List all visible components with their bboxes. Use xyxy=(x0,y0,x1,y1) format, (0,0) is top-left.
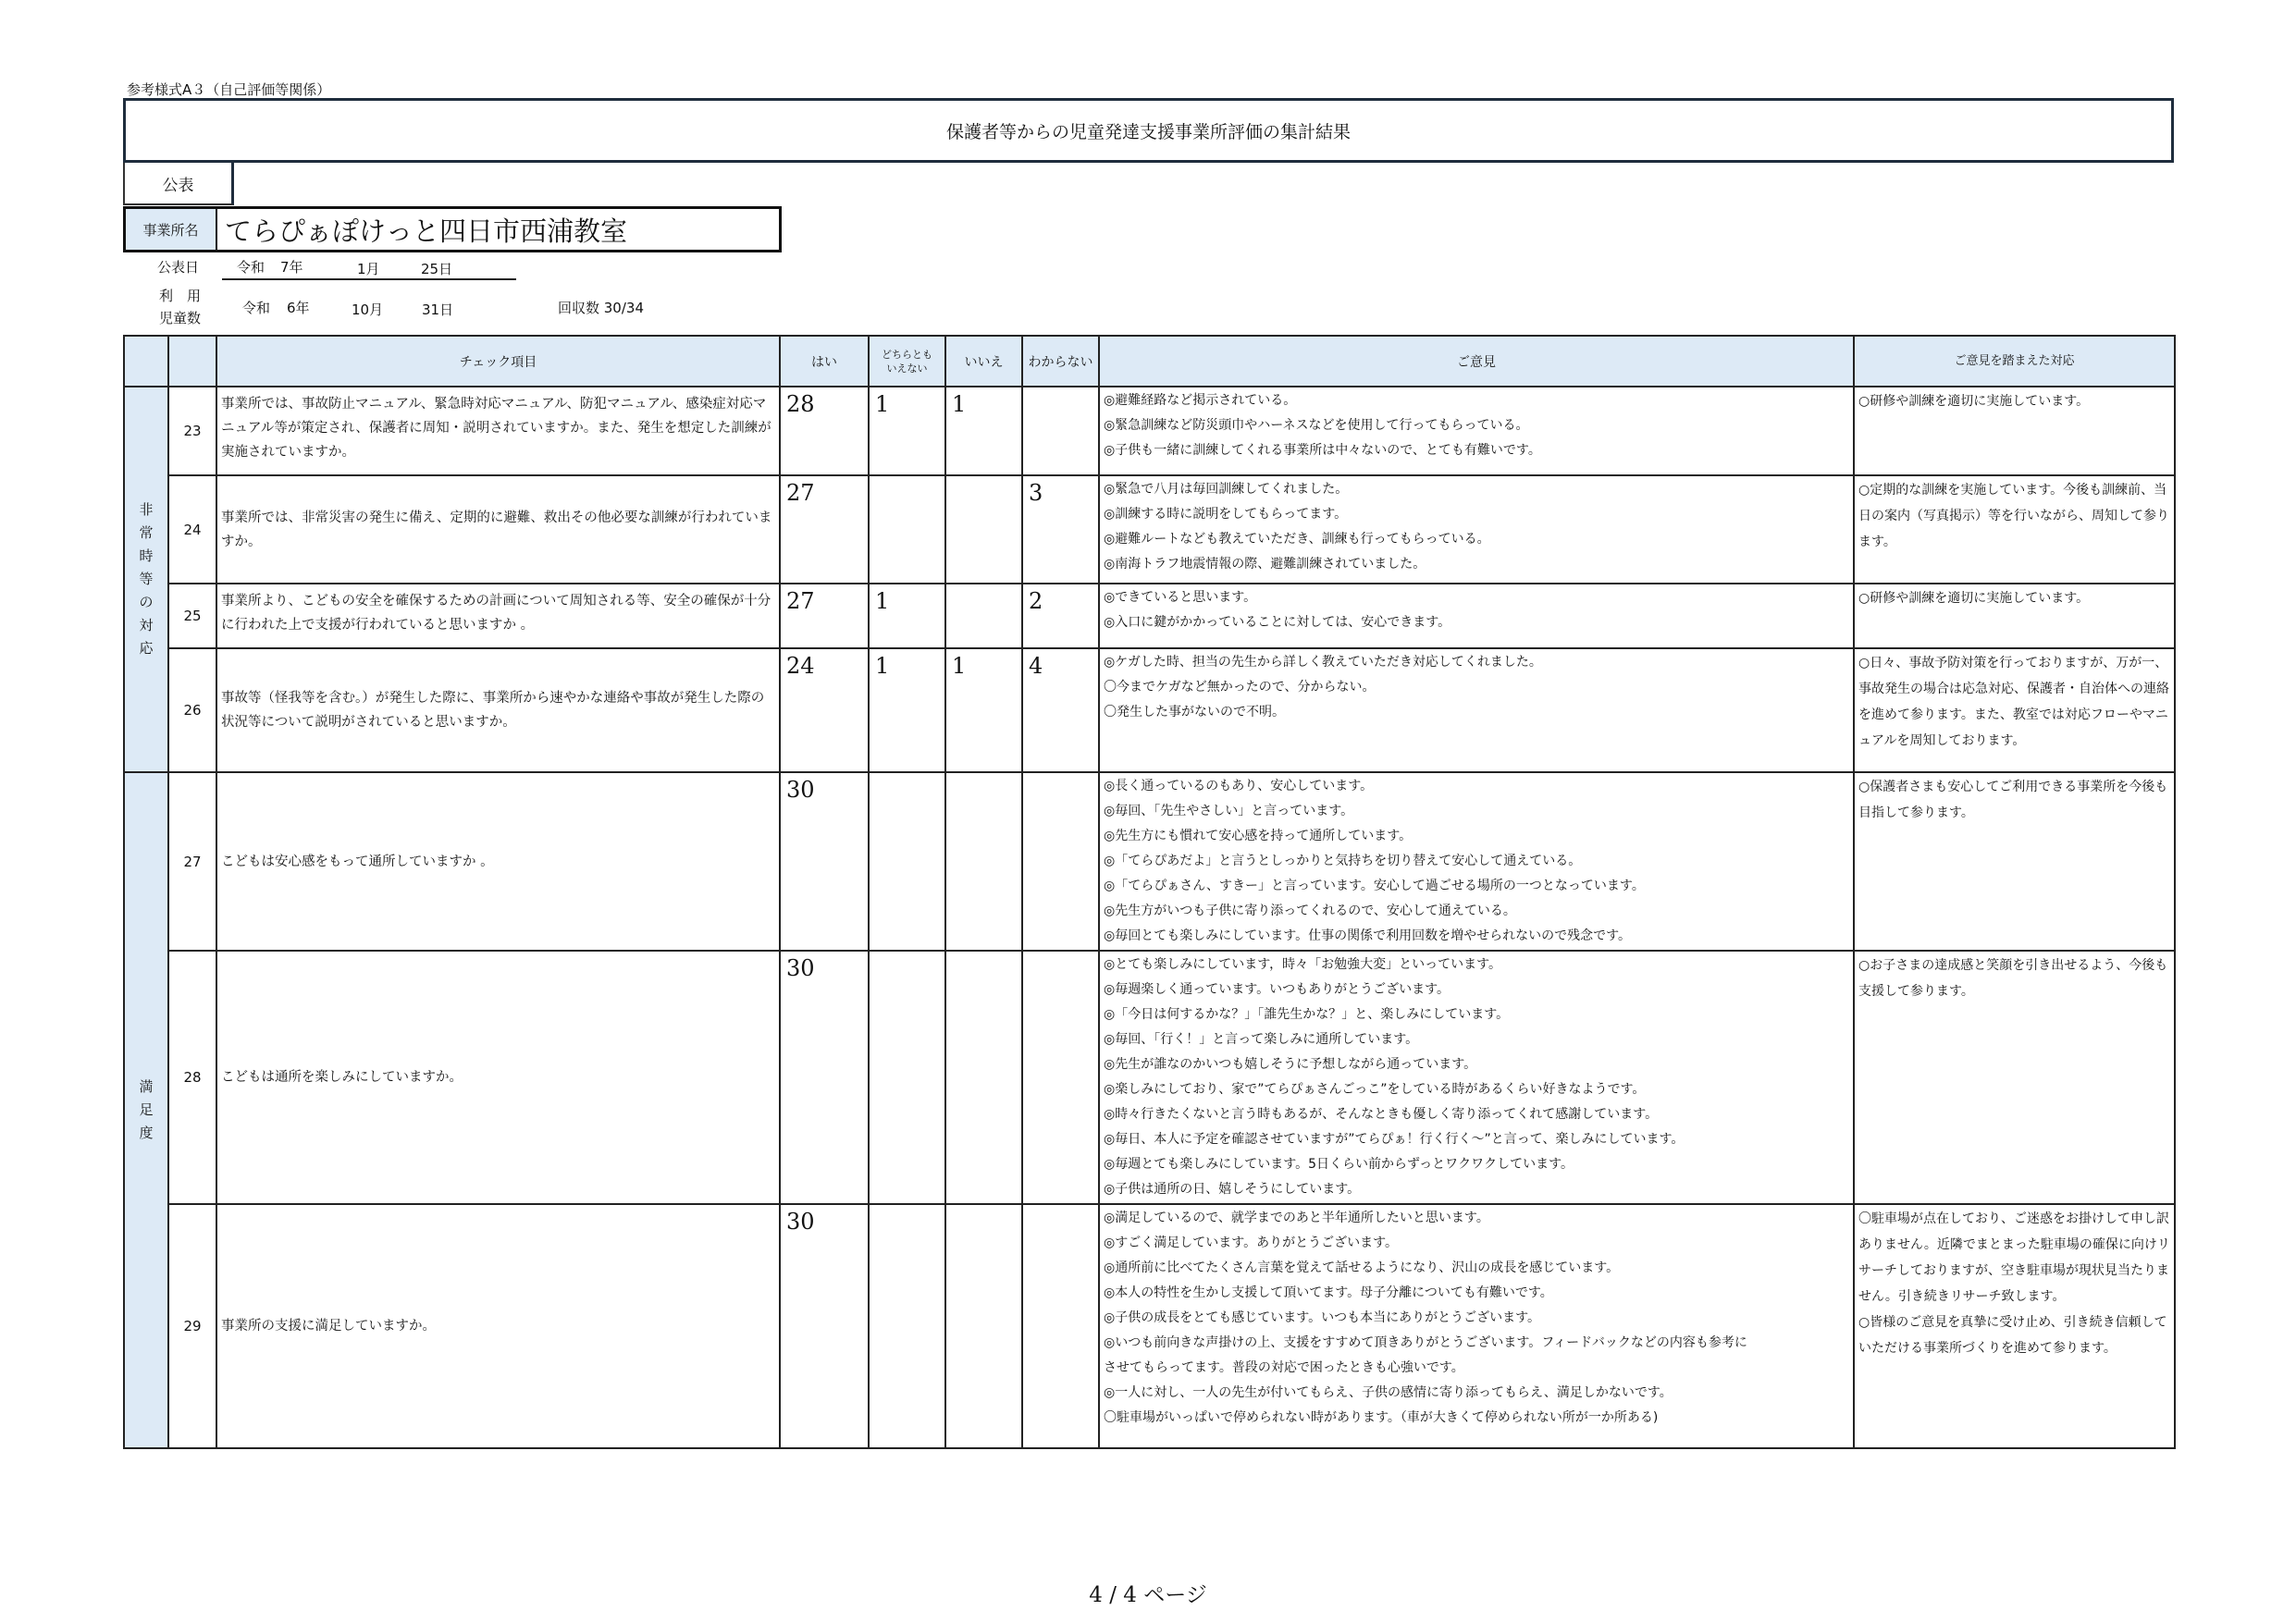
use-year: 6年 xyxy=(287,300,310,316)
category-char: 満 xyxy=(139,1078,154,1095)
opinion-line: ◎先生方がいつも子供に寄り添ってくれるので、安心して通えている。 xyxy=(1104,904,1516,918)
neither-count xyxy=(869,475,945,584)
page-number: 4 / 4 ページ xyxy=(1089,1583,1207,1607)
neither-count: 1 xyxy=(869,387,945,475)
opinion-line: ◎本人の特性を生かし支援して頂いてます。母子分離についても有難いです。 xyxy=(1104,1285,1553,1300)
public-label: 公表 xyxy=(123,163,234,205)
header-opinions: ご意見 xyxy=(1099,336,1854,387)
response: ○研修や訓練を適切に実施しています。 xyxy=(1854,584,2175,648)
opinion-line: ◎訓練する時に説明をしてもらってます。 xyxy=(1104,507,1348,522)
response: ○日々、事故予防対策を行っておりますが、万が一、事故発生の場合は応急対応、保護者・自治体への連絡を進めて参ります。また、教室では対応フローやマニュアルを周知しております。 xyxy=(1854,648,2175,772)
table-row xyxy=(124,1204,2175,1448)
yes-count: 24 xyxy=(780,648,869,772)
row-number: 26 xyxy=(168,648,216,772)
table-row xyxy=(124,584,2175,648)
check-item: こどもは通所を楽しみにしていますか。 xyxy=(216,951,780,1204)
neither-count xyxy=(869,951,945,1204)
neither-count xyxy=(869,772,945,951)
neither-count xyxy=(869,1204,945,1448)
opinions xyxy=(1099,584,1854,648)
opinion-line: ◎毎回、「行く！」と言って楽しみに通所しています。 xyxy=(1104,1032,1419,1047)
opinion-line: ◎子供の成長をとても感じています。いつも本当にありがとうございます。 xyxy=(1104,1310,1540,1325)
yes-count: 27 xyxy=(780,475,869,584)
pub-era: 令和 xyxy=(237,259,265,276)
no-count xyxy=(945,951,1022,1204)
category-emergency xyxy=(124,387,168,772)
opinion-line: ◎避難経路など掲示されている。 xyxy=(1104,393,1297,408)
unknown-count xyxy=(1022,1204,1099,1448)
opinion-line: 〇駐車場がいっぱいで停められない時があります。（車が大きくて停められない所が一か所ある) xyxy=(1104,1410,1659,1425)
office-name: てらぴぁぽけっと四日市西浦教室 xyxy=(225,215,628,247)
opinion-line: ◎「今日は何するかな？」「誰先生かな？」と、楽しみにしています。 xyxy=(1104,1007,1510,1022)
check-item: こどもは安心感をもって通所していますか 。 xyxy=(216,772,780,951)
opinion-line: 〇今までケガなど無かったので、分からない。 xyxy=(1104,680,1376,695)
users-label-line1: 利 用 xyxy=(159,288,202,304)
opinion-line: ◎緊急訓練など防災頭巾やハーネスなどを使用して行ってもらっている。 xyxy=(1104,418,1529,433)
opinion-line: ◎南海トラフ地震情報の際、避難訓練されていました。 xyxy=(1104,557,1426,572)
opinion-line: ◎毎回、「先生やさしい」と言っています。 xyxy=(1104,804,1354,818)
no-count xyxy=(945,584,1022,648)
header-check-item: チェック項目 xyxy=(216,336,780,387)
opinion-line: ◎毎回とても楽しみにしています。仕事の関係で利用回数を増やせられないので残念です。 xyxy=(1104,928,1631,943)
opinion-line: ◎緊急で八月は毎回訓練してくれました。 xyxy=(1104,482,1349,497)
opinion-line: させてもらってます。普段の対応で困ったときも心強いです。 xyxy=(1104,1360,1464,1375)
office-label: 事業所名 xyxy=(126,209,217,250)
header-number xyxy=(168,336,216,387)
header-neither-line1: どちらとも xyxy=(882,348,932,361)
response: 〇駐車場が点在しており、ご迷惑をお掛けして申し訳ありません。近隣でまとまった駐車場の確保に向けリサーチしておりますが、空き駐車場が現状見当たりません。引き続きリサーチ致します。 ○皆様のご意見を真摯に受け止め、引き続き信頼していただける事業所づくりを進めて参ります。 xyxy=(1854,1204,2175,1448)
header-unknown: わからない xyxy=(1022,336,1099,387)
pub-year: 7年 xyxy=(280,259,303,276)
document-title-text: 保護者等からの児童発達支援事業所評価の集計結果 xyxy=(945,121,1351,142)
response: ○研修や訓練を適切に実施しています。 xyxy=(1854,387,2175,475)
responses-count: 回収数 30/34 xyxy=(558,300,644,316)
header-category xyxy=(124,336,168,387)
unknown-count xyxy=(1022,387,1099,475)
table-row xyxy=(124,475,2175,584)
users-label-line2: 児童数 xyxy=(159,310,202,326)
opinion-line: ◎とても楽しみにしています，時々「お勉強大変」といっています。 xyxy=(1104,957,1501,972)
opinions xyxy=(1099,387,1854,475)
opinion-line: ◎先生方にも慣れて安心感を持って通所しています。 xyxy=(1104,829,1413,843)
use-era: 令和 xyxy=(242,300,271,316)
category-char: 対 xyxy=(139,617,154,633)
opinions xyxy=(1099,648,1854,772)
table-row xyxy=(124,951,2175,1204)
response: ○定期的な訓練を実施しています。今後も訓練前、当日の案内（写真掲示）等を行いながら、周知して参ります。 xyxy=(1854,475,2175,584)
category-char: 度 xyxy=(139,1125,154,1141)
yes-count: 30 xyxy=(780,772,869,951)
header-neither-line2: いえない xyxy=(886,362,928,375)
header-response: ご意見を踏まえた対応 xyxy=(1854,336,2175,387)
opinion-line: ◎毎週楽しく通っています。いつもありがとうございます。 xyxy=(1104,982,1450,997)
opinion-line: ◎入口に鍵がかかっていることに対しては、安心できます。 xyxy=(1104,615,1451,630)
form-label: 参考様式A３（自己評価等関係） xyxy=(127,81,331,98)
opinion-line: ◎一人に対し、一人の先生が付いてもらえ、子供の感情に寄り添ってもらえ、満足しかないです。 xyxy=(1104,1385,1673,1400)
row-number: 28 xyxy=(168,951,216,1204)
unknown-count xyxy=(1022,772,1099,951)
opinion-line: ◎いつも前向きな声掛けの上、支援をすすめて頂きありがとうございます。フィードバックなどの内容も参考に xyxy=(1104,1335,1747,1350)
unknown-count xyxy=(1022,951,1099,1204)
opinion-line: ◎子供も一緒に訓練してくれる事業所は中々ないので、とても有難いです。 xyxy=(1104,443,1541,458)
neither-count: 1 xyxy=(869,648,945,772)
row-number: 23 xyxy=(168,387,216,475)
pub-day: 25日 xyxy=(421,261,453,277)
response: ○お子さまの達成感と笑顔を引き出せるよう、今後も支援して参ります。 xyxy=(1854,951,2175,1204)
check-item: 事業所の支援に満足していますか。 xyxy=(216,1204,780,1448)
row-number: 29 xyxy=(168,1204,216,1448)
category-char: 足 xyxy=(139,1101,154,1118)
opinion-line: ◎時々行きたくないと言う時もあるが、そんなときも優しく寄り添ってくれて感謝しています。 xyxy=(1104,1107,1659,1122)
opinion-line: ◎「てらぴあだよ」と言うとしっかりと気持ちを切り替えて安心して通えている。 xyxy=(1104,854,1582,868)
check-item: 事業所より、こどもの安全を確保するための計画について周知される等、安全の確保が十分に行われた上で支援が行われていると思いますか 。 xyxy=(216,584,780,648)
opinion-line: ◎ケガした時、担当の先生から詳しく教えていただき対応してくれました。 xyxy=(1104,655,1542,670)
opinions xyxy=(1099,951,1854,1204)
pub-date-label: 公表日 xyxy=(157,259,200,276)
category-char: 等 xyxy=(139,571,154,587)
opinion-line: ◎「てらぴぁさん、すきー」と言っています。安心して過ごせる場所の一つとなっています。 xyxy=(1104,879,1645,893)
opinions xyxy=(1099,772,1854,951)
row-number: 24 xyxy=(168,475,216,584)
opinions xyxy=(1099,475,1854,584)
opinion-line: ◎子供は通所の日、嬉しそうにしています。 xyxy=(1104,1182,1361,1197)
opinion-line: ◎通所前に比べてたくさん言葉を覚えて話せるようになり、沢山の成長を感じています。 xyxy=(1104,1260,1620,1275)
pub-date-underline xyxy=(222,278,516,280)
category-char: 常 xyxy=(139,524,154,541)
check-item: 事故等（怪我等を含む。）が発生した際に、事業所から速やかな連絡や事故が発生した際の状況等について説明がされていると思いますか。 xyxy=(216,648,780,772)
yes-count: 30 xyxy=(780,951,869,1204)
opinion-line: 〇発生した事がないので不明。 xyxy=(1104,705,1285,719)
neither-count: 1 xyxy=(869,584,945,648)
opinion-line: ◎避難ルートなども教えていただき、訓練も行ってもらっている。 xyxy=(1104,532,1490,547)
row-number: 27 xyxy=(168,772,216,951)
check-item: 事業所では、非常災害の発生に備え、定期的に避難、救出その他必要な訓練が行われていますか。 xyxy=(216,475,780,584)
unknown-count: 4 xyxy=(1022,648,1099,772)
opinion-line: ◎満足しているので、就学までのあと半年通所したいと思います。 xyxy=(1104,1211,1489,1225)
table-header-row xyxy=(124,336,2175,387)
no-count xyxy=(945,772,1022,951)
header-yes: はい xyxy=(780,336,869,387)
opinion-line: ◎楽しみにしており、家で”てらぴぁさんごっこ”をしている時があるくらい好きなようです。 xyxy=(1104,1082,1646,1097)
survey-table xyxy=(123,335,2176,1449)
yes-count: 27 xyxy=(780,584,869,648)
use-day: 31日 xyxy=(422,301,454,318)
table-row xyxy=(124,387,2175,475)
unknown-count: 3 xyxy=(1022,475,1099,584)
no-count: 1 xyxy=(945,387,1022,475)
opinion-line: ◎先生が誰なのかいつも嬉しそうに予想しながら通っています。 xyxy=(1104,1057,1477,1072)
table-row xyxy=(124,772,2175,951)
table-row xyxy=(124,648,2175,772)
header-neither xyxy=(869,336,945,387)
document-title xyxy=(123,98,2174,163)
check-item: 事業所では、事故防止マニュアル、緊急時対応マニュアル、防犯マニュアル、感染症対応マニュアル等が策定され、保護者に周知・説明されていますか。また、発生を想定した訓練が実施されていますか。 xyxy=(216,387,780,475)
opinion-line: ◎長く通っているのもあり、安心しています。 xyxy=(1104,779,1374,793)
use-month: 10月 xyxy=(352,301,384,318)
opinions xyxy=(1099,1204,1854,1448)
category-char: 非 xyxy=(139,501,154,518)
pub-month: 1月 xyxy=(357,261,380,277)
category-char: 応 xyxy=(139,640,154,657)
office-row xyxy=(123,206,782,252)
response: ○保護者さまも安心してご利用できる事業所を今後も目指して参ります。 xyxy=(1854,772,2175,951)
no-count: 1 xyxy=(945,648,1022,772)
unknown-count: 2 xyxy=(1022,584,1099,648)
opinion-line: ◎毎週とても楽しみにしています。5日くらい前からずっとワクワクしています。 xyxy=(1104,1157,1574,1172)
category-satisfaction xyxy=(124,772,168,1448)
opinion-line: ◎毎日、本人に予定を確認させていますが”てらぴぁ！行く行く～”と言って、楽しみにしています。 xyxy=(1104,1132,1685,1147)
survey-body xyxy=(124,387,2175,1448)
category-char: 時 xyxy=(139,547,154,564)
opinion-line: ◎できていると思います。 xyxy=(1104,590,1257,605)
row-number: 25 xyxy=(168,584,216,648)
header-no: いいえ xyxy=(945,336,1022,387)
no-count xyxy=(945,475,1022,584)
yes-count: 28 xyxy=(780,387,869,475)
no-count xyxy=(945,1204,1022,1448)
category-char: の xyxy=(139,594,154,610)
yes-count: 30 xyxy=(780,1204,869,1448)
opinion-line: ◎すごく満足しています。ありがとうございます。 xyxy=(1104,1236,1398,1250)
